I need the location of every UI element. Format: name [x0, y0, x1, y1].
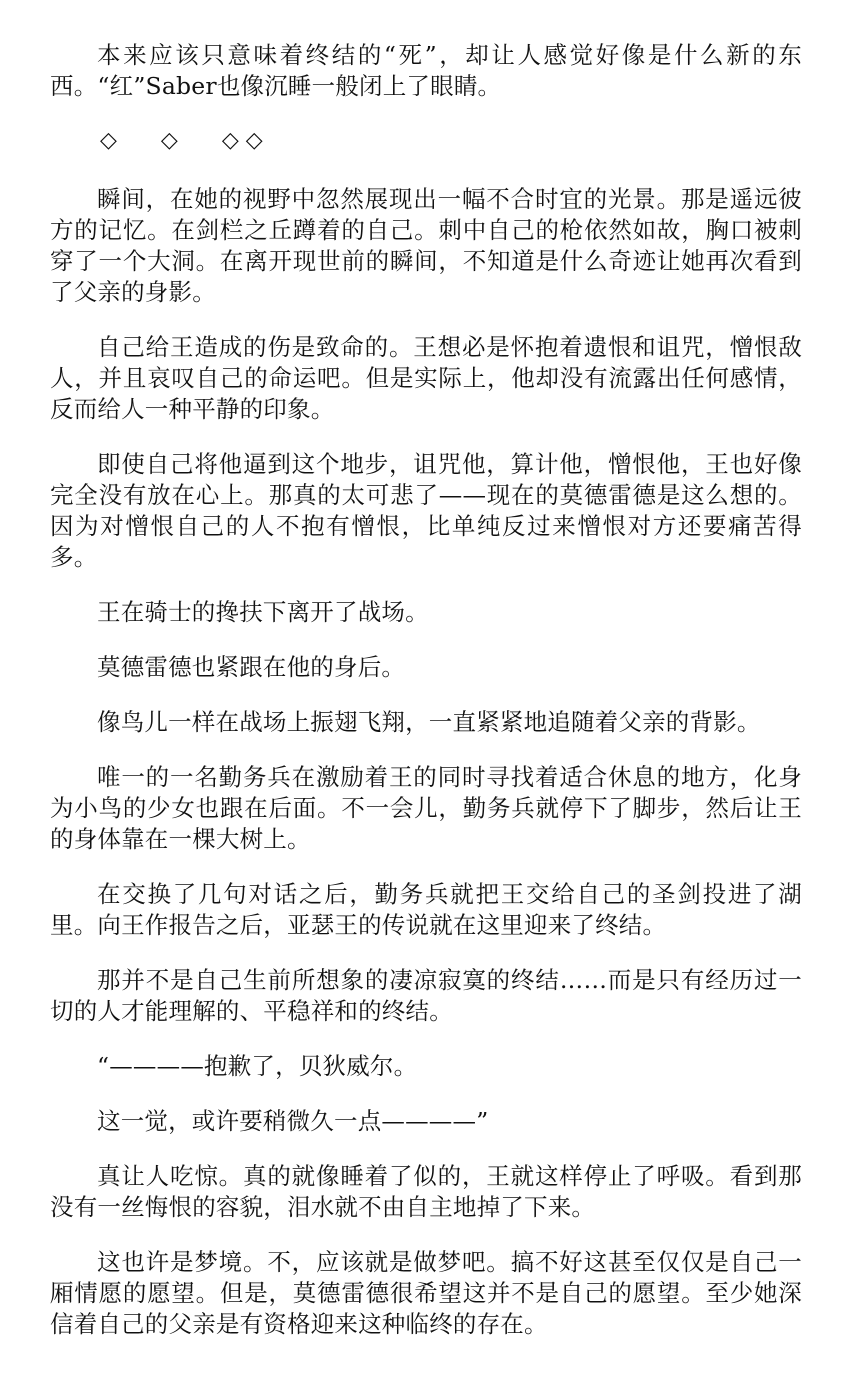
- paragraph-2: 瞬间，在她的视野中忽然展现出一幅不合时宜的光景。那是遥远彼方的记忆。在剑栏之丘蹲着的自己。刺中自己的枪依然如故，胸口被刺穿了一个大洞。在离开现世前的瞬间，不知道是什么奇迹让她再次看到了父亲的身影。: [50, 185, 802, 306]
- paragraph-9: 在交换了几句对话之后，勤务兵就把王交给自己的圣剑投进了湖里。向王作报告之后，亚瑟王的传说就在这里迎来了终结。: [50, 880, 802, 939]
- paragraph-1: 本来应该只意味着终结的“死”，却让人感觉好像是什么新的东西。“红”Saber也像沉睡一般闭上了眼睛。: [50, 41, 802, 100]
- paragraph-6: 莫德雷德也紧跟在他的身后。: [97, 653, 406, 681]
- paragraph-8: 唯一的一名勤务兵在激励着王的同时寻找着适合休息的地方，化身为小鸟的少女也跟在后面。不一会儿，勤务兵就停下了脚步，然后让王的身体靠在一棵大树上。: [50, 763, 802, 853]
- scene-separator: ◇ ◇ ◇ ◇: [100, 128, 263, 153]
- paragraph-7: 像鸟儿一样在战场上振翅飞翔，一直紧紧地追随着父亲的背影。: [97, 708, 761, 736]
- paragraph-3: 自己给王造成的伤是致命的。王想必是怀抱着遗恨和诅咒，憎恨敌人，并且哀叹自己的命运吧。但是实际上，他却没有流露出任何感情，反而给人一种平静的印象。: [50, 333, 802, 423]
- dialogue-line-1: “————抱歉了，贝狄威尔。: [97, 1052, 418, 1080]
- dialogue-line-2: 这一觉，或许要稍微久一点————”: [97, 1107, 489, 1135]
- paragraph-4: 即使自己将他逼到这个地步，诅咒他，算计他，憎恨他，王也好像完全没有放在心上。那真的太可悲了——现在的莫德雷德是这么想的。因为对憎恨自己的人不抱有憎恨，比单纯反过来憎恨对方还要痛苦得多。: [50, 450, 802, 571]
- paragraph-10: 那并不是自己生前所想象的凄凉寂寞的终结……而是只有经历过一切的人才能理解的、平稳祥和的终结。: [50, 966, 802, 1025]
- paragraph-5: 王在骑士的搀扶下离开了战场。: [97, 598, 429, 626]
- paragraph-11: 真让人吃惊。真的就像睡着了似的，王就这样停止了呼吸。看到那没有一丝悔恨的容貌，泪水就不由自主地掉了下来。: [50, 1162, 802, 1221]
- paragraph-12: 这也许是梦境。不，应该就是做梦吧。搞不好这甚至仅仅是自己一厢情愿的愿望。但是，莫德雷德很希望这并不是自己的愿望。至少她深信着自己的父亲是有资格迎来这种临终的存在。: [50, 1248, 802, 1338]
